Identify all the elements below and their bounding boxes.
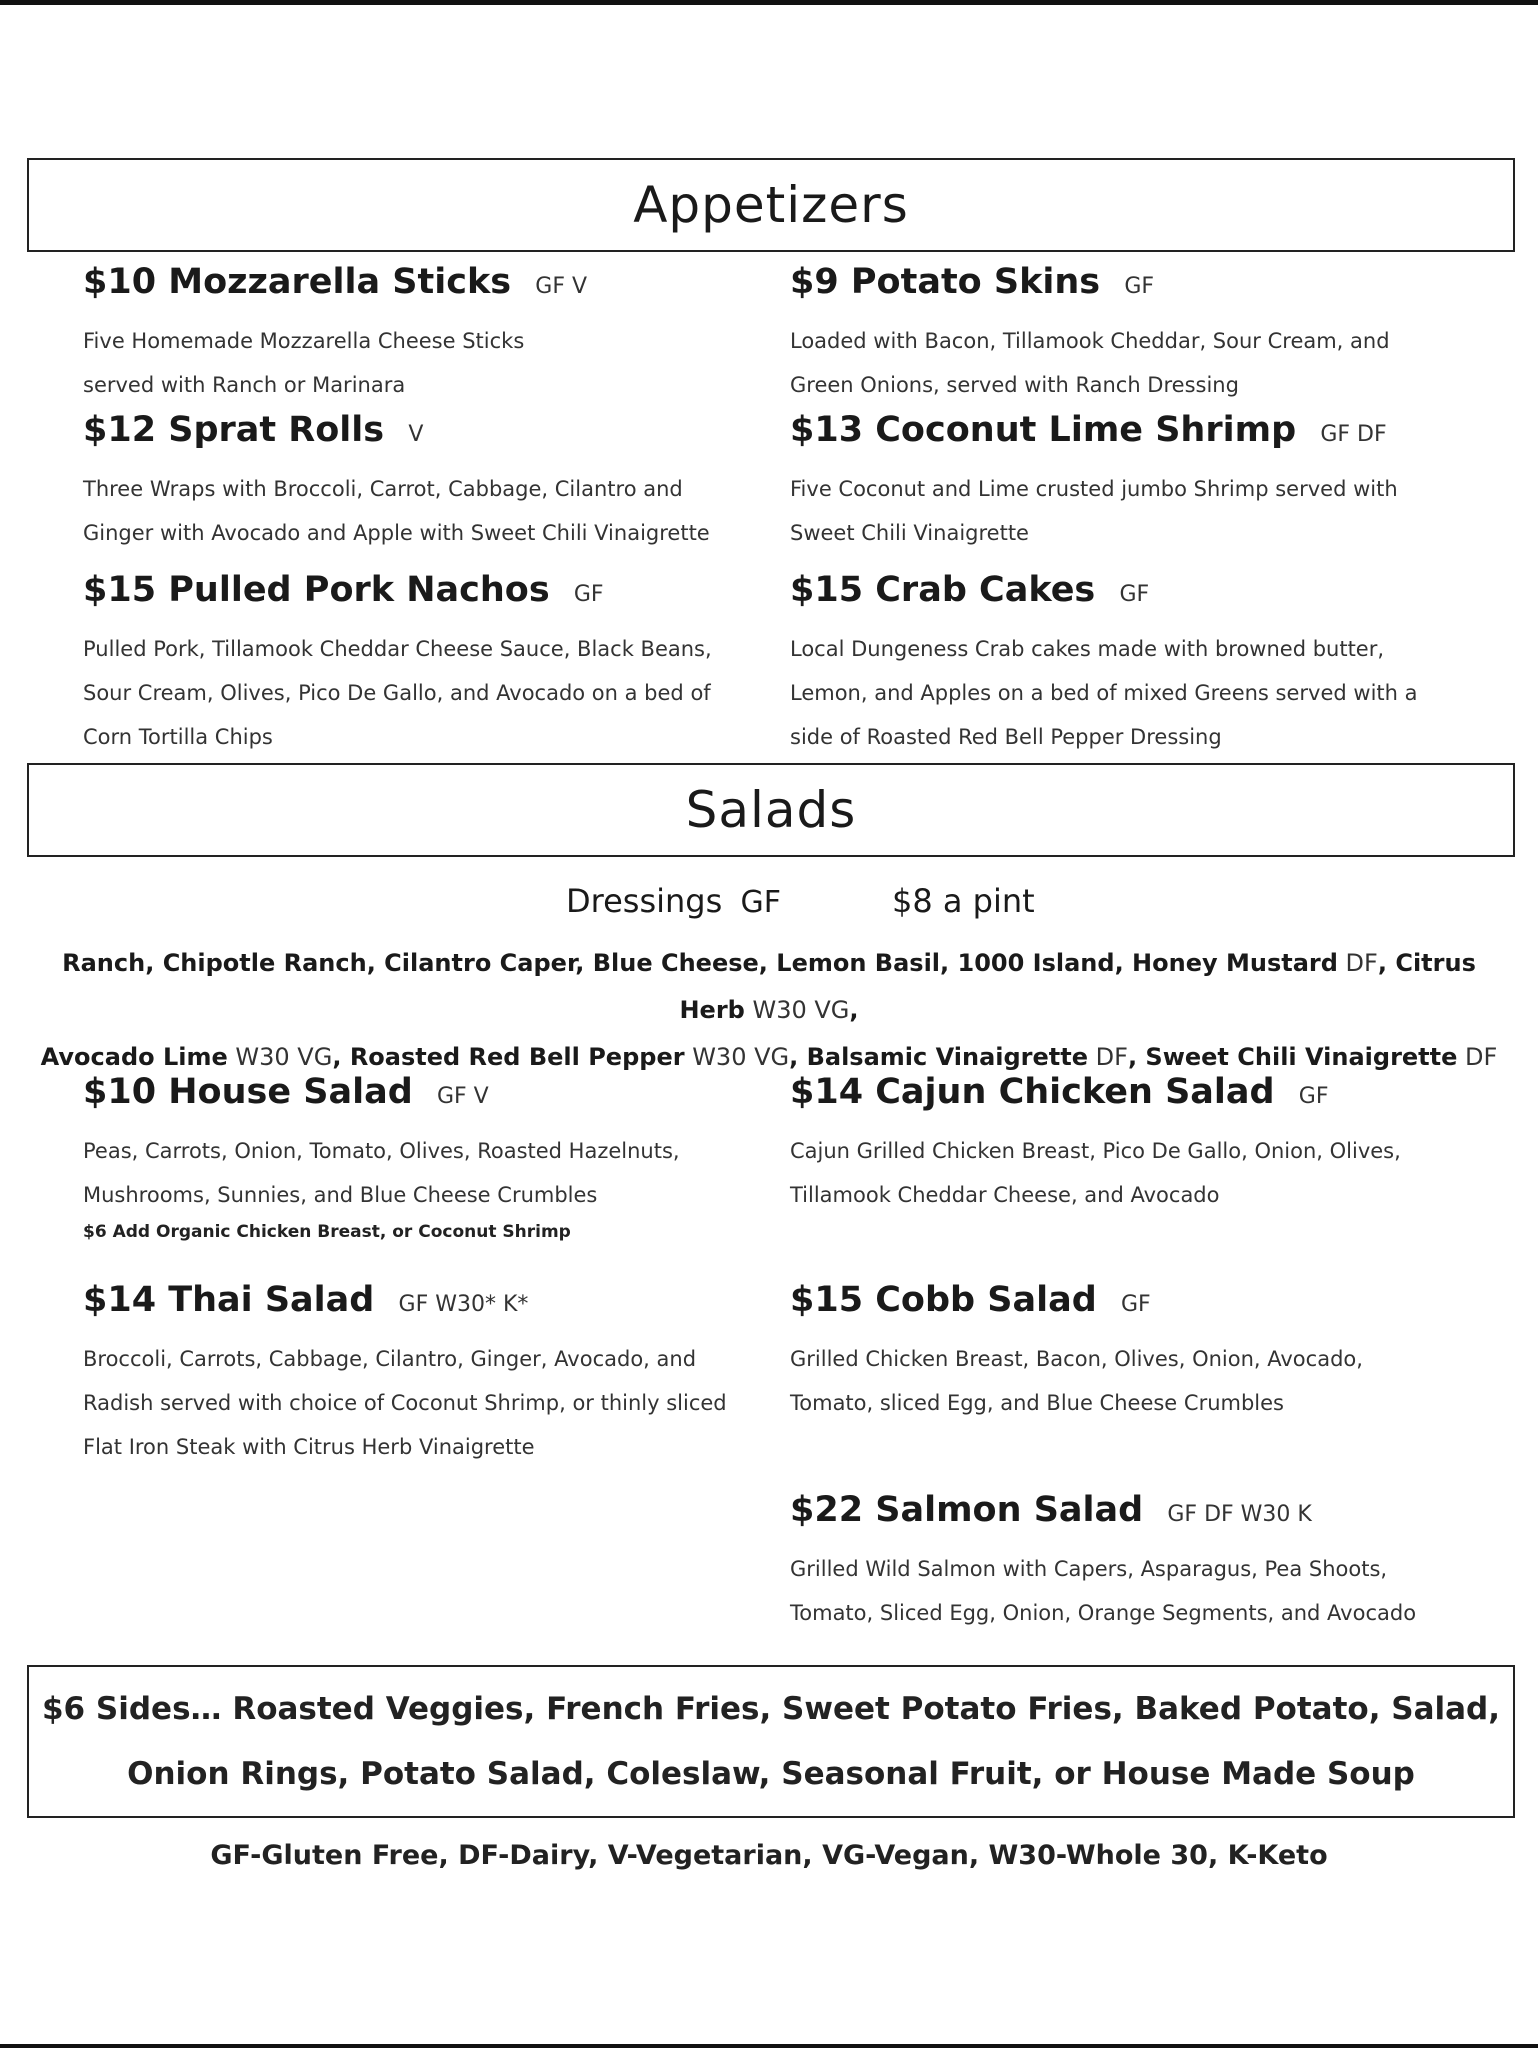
description-line: side of Roasted Red Bell Pepper Dressing (790, 725, 1222, 749)
dressing-name: Sweet Chili Vinaigrette (1145, 1043, 1458, 1071)
item-name: Pulled Pork Nachos (168, 570, 550, 610)
item-heading (83, 568, 763, 617)
description-line: Cajun Grilled Chicken Breast, Pico De Gallo, Onion, Olives, (790, 1139, 1401, 1163)
menu-item-sprat-rolls (83, 408, 763, 555)
dressing-item: Avocado Lime W30 VG, (40, 1043, 350, 1071)
description-line: Tomato, sliced Egg, and Blue Cheese Crumbles (790, 1391, 1284, 1415)
item-description (83, 1129, 763, 1217)
appetizers-title: Appetizers (633, 176, 909, 234)
item-dietary-tags: GF (1124, 274, 1155, 299)
dressing-item: Blue Cheese, (592, 949, 777, 977)
dressings-label-text: Dressings (566, 882, 723, 920)
dressing-name: Ranch (62, 949, 146, 977)
menu-item-cajun-chicken-salad (790, 1070, 1470, 1217)
menu-item-house-salad (83, 1070, 763, 1247)
dressing-name: Avocado Lime (40, 1043, 228, 1071)
item-dietary-tags: GF DF (1320, 422, 1387, 447)
menu-item-salmon-salad (790, 1488, 1470, 1635)
item-dietary-tags: GF W30* K* (398, 1292, 529, 1317)
dressing-name: Chipotle Ranch (162, 949, 367, 977)
description-line: Lemon, and Apples on a bed of mixed Greens served with a (790, 681, 1418, 705)
description-line: Three Wraps with Broccoli, Carrot, Cabbage, Cilantro and (83, 477, 683, 501)
description-line: Pulled Pork, Tillamook Cheddar Cheese Sauce, Black Beans, (83, 637, 712, 661)
dressing-item: Citrus Herb W30 VG, (679, 949, 1476, 1024)
dressing-item: Ranch, (62, 949, 163, 977)
dressings-heading (0, 882, 1538, 932)
dressing-name: Balsamic Vinaigrette (806, 1043, 1089, 1071)
description-line: Five Coconut and Lime crusted jumbo Shrimp served with (790, 477, 1398, 501)
item-dietary-tags: GF (1119, 582, 1150, 607)
dressing-tags: DF (1457, 1043, 1498, 1071)
item-name: Salmon Salad (875, 1490, 1144, 1530)
description-line: Loaded with Bacon, Tillamook Cheddar, Sour Cream, and (790, 329, 1390, 353)
item-description (790, 1547, 1470, 1635)
item-price: $12 (83, 410, 157, 450)
description-line: Mushrooms, Sunnies, and Blue Cheese Crumbles (83, 1183, 598, 1207)
dressings-label-tags: GF (740, 885, 781, 920)
item-description (83, 627, 763, 759)
salads-header-box (27, 763, 1515, 857)
item-price: $10 (83, 262, 157, 302)
item-dietary-tags: V (408, 422, 424, 447)
item-heading (83, 1278, 763, 1327)
dressing-name: Lemon Basil (776, 949, 941, 977)
item-dietary-tags: GF V (436, 1084, 489, 1109)
sides-line: Onion Rings, Potato Salad, Coleslaw, Seasonal Fruit, or House Made Soup (127, 1755, 1415, 1792)
item-description (83, 319, 763, 407)
dressing-tags: W30 VG (684, 1043, 790, 1071)
dressing-item (1145, 1043, 1497, 1071)
item-heading (83, 408, 763, 457)
item-price: $13 (790, 410, 864, 450)
item-name: Potato Skins (850, 262, 1101, 302)
description-line: served with Ranch or Marinara (83, 373, 406, 397)
menu-item-pulled-pork-nachos (83, 568, 763, 759)
menu-item-potato-skins (790, 260, 1470, 407)
description-line: Green Onions, served with Ranch Dressing (790, 373, 1239, 397)
description-line: Local Dungeness Crab cakes made with browned butter, (790, 637, 1385, 661)
item-price: $14 (790, 1072, 864, 1112)
item-price: $14 (83, 1280, 157, 1320)
dressing-name: Citrus Herb (679, 949, 1476, 1024)
item-heading (790, 408, 1470, 457)
item-name: Crab Cakes (875, 570, 1096, 610)
dressing-name: Blue Cheese (592, 949, 759, 977)
item-price: $9 (790, 262, 839, 302)
menu-item-cobb-salad (790, 1278, 1470, 1425)
item-heading (83, 1070, 763, 1119)
dressing-tags: DF (1337, 949, 1378, 977)
item-heading (790, 260, 1470, 309)
bottom-border (0, 2044, 1538, 2048)
item-name: Thai Salad (168, 1280, 375, 1320)
item-dietary-tags: GF V (535, 274, 588, 299)
description-line: Grilled Chicken Breast, Bacon, Olives, Onion, Avocado, (790, 1347, 1363, 1371)
menu-item-crab-cakes (790, 568, 1470, 759)
description-line: Sour Cream, Olives, Pico De Gallo, and Avocado on a bed of (83, 681, 711, 705)
item-dietary-tags: GF (1298, 1084, 1329, 1109)
dressing-item: 1000 Island, (957, 949, 1133, 977)
item-price: $15 (790, 570, 864, 610)
item-dietary-tags: GF (573, 582, 604, 607)
dressing-tags: W30 VG (744, 996, 850, 1024)
item-name: Cajun Chicken Salad (875, 1072, 1275, 1112)
sides-box (27, 1665, 1515, 1818)
dressing-item: Roasted Red Bell Pepper W30 VG, (349, 1043, 807, 1071)
item-name: House Salad (168, 1072, 413, 1112)
dressing-name: Cilantro Caper (384, 949, 576, 977)
dressing-tags: DF (1088, 1043, 1128, 1071)
dressing-name: Roasted Red Bell Pepper (349, 1043, 685, 1071)
description-line: Ginger with Avocado and Apple with Sweet Chili Vinaigrette (83, 521, 710, 545)
item-dietary-tags: GF (1120, 1292, 1151, 1317)
description-line: Tillamook Cheddar Cheese, and Avocado (790, 1183, 1220, 1207)
description-line: Flat Iron Steak with Citrus Herb Vinaigrette (83, 1435, 535, 1459)
description-line: Broccoli, Carrots, Cabbage, Cilantro, Ginger, Avocado, and (83, 1347, 697, 1371)
dressing-item: Balsamic Vinaigrette DF, (806, 1043, 1146, 1071)
item-price: $10 (83, 1072, 157, 1112)
dressings-list (40, 940, 1498, 1081)
dressing-item: Cilantro Caper, (384, 949, 593, 977)
item-price: $22 (790, 1490, 864, 1530)
item-description (790, 1337, 1470, 1425)
description-line: Corn Tortilla Chips (83, 725, 273, 749)
menu-item-mozzarella-sticks (83, 260, 763, 407)
description-line: Grilled Wild Salmon with Capers, Asparagus, Pea Shoots, (790, 1557, 1388, 1581)
dressing-tags: W30 VG (227, 1043, 333, 1071)
item-name: Coconut Lime Shrimp (875, 410, 1297, 450)
item-addon: $6 Add Organic Chicken Breast, or Coconut Shrimp (83, 1222, 571, 1242)
dressing-item: Honey Mustard DF, (1132, 949, 1396, 977)
description-line: Five Homemade Mozzarella Cheese Sticks (83, 329, 525, 353)
item-name: Mozzarella Sticks (168, 262, 512, 302)
item-price: $15 (83, 570, 157, 610)
item-description (790, 467, 1470, 555)
item-heading (83, 260, 763, 309)
item-description (790, 1129, 1470, 1217)
salads-title: Salads (685, 781, 857, 839)
description-line: Tomato, Sliced Egg, Onion, Orange Segments, and Avocado (790, 1601, 1417, 1625)
top-border (0, 0, 1538, 5)
appetizers-header-box (27, 158, 1515, 252)
dressing-item: Lemon Basil, (776, 949, 958, 977)
description-line: Peas, Carrots, Onion, Tomato, Olives, Roasted Hazelnuts, (83, 1139, 680, 1163)
item-description (790, 319, 1470, 407)
item-name: Sprat Rolls (168, 410, 385, 450)
description-line: Radish served with choice of Coconut Shrimp, or thinly sliced (83, 1391, 727, 1415)
item-heading (790, 1278, 1470, 1327)
item-heading (790, 568, 1470, 617)
item-description (790, 627, 1470, 759)
item-dietary-tags: GF DF W30 K (1167, 1502, 1312, 1527)
dressing-item: Chipotle Ranch, (162, 949, 385, 977)
dressing-name: Honey Mustard (1132, 949, 1338, 977)
item-name: Cobb Salad (875, 1280, 1097, 1320)
dressings-label (566, 882, 781, 920)
item-price: $15 (790, 1280, 864, 1320)
sides-line: $6 Sides… Roasted Veggies, French Fries, Sweet Potato Fries, Baked Potato, Salad, (41, 1690, 1501, 1727)
dressings-price: $8 a pint (892, 882, 1035, 920)
menu-item-coconut-lime-shrimp (790, 408, 1470, 555)
dietary-legend: GF-Gluten Free, DF-Dairy, V-Vegetarian, VG-Vegan, W30-Whole 30, K-Keto (210, 1840, 1328, 1871)
item-description (83, 1337, 763, 1469)
description-line: Sweet Chili Vinaigrette (790, 521, 1029, 545)
dressing-name: 1000 Island (957, 949, 1115, 977)
item-heading (790, 1070, 1470, 1119)
item-heading (790, 1488, 1470, 1537)
item-description (83, 467, 763, 555)
menu-item-thai-salad (83, 1278, 763, 1469)
